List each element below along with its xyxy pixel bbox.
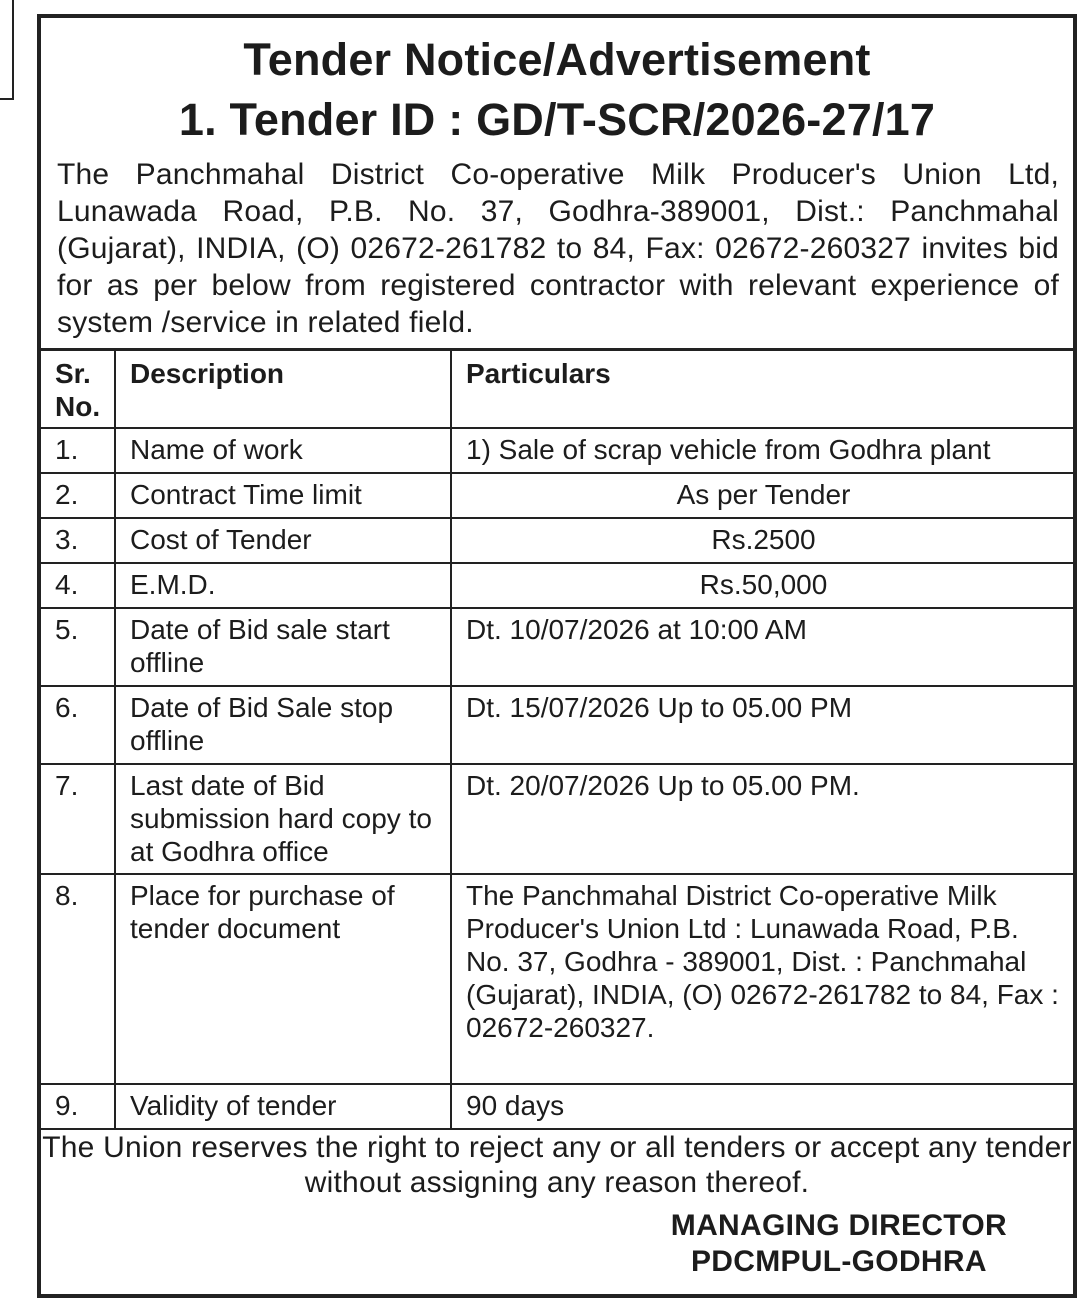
row-description: Place for purchase of tender document bbox=[115, 874, 451, 1084]
row-description: Contract Time limit bbox=[115, 473, 451, 518]
table-row bbox=[41, 686, 1073, 764]
row-sr: 1. bbox=[41, 428, 115, 473]
header-description: Description bbox=[115, 350, 451, 429]
table-header-row bbox=[41, 350, 1073, 429]
table-row bbox=[41, 874, 1073, 1084]
row-particulars: Dt. 15/07/2026 Up to 05.00 PM bbox=[451, 686, 1073, 764]
row-particulars: The Panchmahal District Co-operative Milk Producer's Union Ltd : Lunawada Road, P.B. No. 37, Godhra - 389001, Dist. : Panchmahal (Gujarat), INDIA, (O) 02672-261782 to 84, Fax : 02672-260327. bbox=[451, 874, 1073, 1084]
row-particulars: Rs.2500 bbox=[451, 518, 1073, 563]
row-sr: 7. bbox=[41, 764, 115, 874]
tender-details-table bbox=[41, 348, 1073, 1130]
reservation-clause: The Union reserves the right to reject any or all tenders or accept any tender without assigning any reason thereof. bbox=[42, 1131, 1072, 1199]
row-sr: 5. bbox=[41, 608, 115, 686]
notice-title: Tender Notice/Advertisement bbox=[243, 34, 871, 85]
tender-id-heading: 1. Tender ID : GD/T-SCR/2026-27/17 bbox=[178, 94, 936, 145]
row-description: Cost of Tender bbox=[115, 518, 451, 563]
row-description: E.M.D. bbox=[115, 563, 451, 608]
signatory-organization: PDCMPUL-GODHRA bbox=[690, 1245, 987, 1278]
row-description: Name of work bbox=[115, 428, 451, 473]
adjacent-ad-border-fragment bbox=[0, 0, 14, 100]
table-row bbox=[41, 518, 1073, 563]
tender-notice bbox=[37, 14, 1077, 1298]
row-description: Last date of Bid submission hard copy to at Godhra office bbox=[115, 764, 451, 874]
header-sr-no: Sr. No. bbox=[41, 350, 115, 429]
table-row bbox=[41, 473, 1073, 518]
row-particulars: 1) Sale of scrap vehicle from Godhra plant bbox=[451, 428, 1073, 473]
row-particulars: As per Tender bbox=[451, 473, 1073, 518]
row-sr: 4. bbox=[41, 563, 115, 608]
row-description: Validity of tender bbox=[115, 1084, 451, 1129]
row-sr: 6. bbox=[41, 686, 115, 764]
row-sr: 2. bbox=[41, 473, 115, 518]
row-description: Date of Bid sale start offline bbox=[115, 608, 451, 686]
row-particulars: 90 days bbox=[451, 1084, 1073, 1129]
table-row bbox=[41, 428, 1073, 473]
notice-intro-paragraph: The Panchmahal District Co-operative Milk Producer's Union Ltd, Lunawada Road, P.B. No. 37, Godhra-389001, Dist.: Panchmahal (Gujarat), INDIA, (O) 02672-261782 to 84, Fax: 02672-260327 invites bid for as per below from registered contractor with relevant experience of system /service in related field. bbox=[57, 158, 1059, 339]
row-sr: 9. bbox=[41, 1084, 115, 1129]
signature-block bbox=[671, 1208, 1007, 1280]
row-sr: 8. bbox=[41, 874, 115, 1084]
table-row bbox=[41, 608, 1073, 686]
row-particulars: Dt. 20/07/2026 Up to 05.00 PM. bbox=[451, 764, 1073, 874]
table-row bbox=[41, 563, 1073, 608]
row-description: Date of Bid Sale stop offline bbox=[115, 686, 451, 764]
header-particulars: Particulars bbox=[451, 350, 1073, 429]
row-sr: 3. bbox=[41, 518, 115, 563]
row-particulars: Rs.50,000 bbox=[451, 563, 1073, 608]
row-particulars: Dt. 10/07/2026 at 10:00 AM bbox=[451, 608, 1073, 686]
table-row bbox=[41, 1084, 1073, 1129]
signatory-title: MANAGING DIRECTOR bbox=[670, 1209, 1007, 1242]
table-row bbox=[41, 764, 1073, 874]
